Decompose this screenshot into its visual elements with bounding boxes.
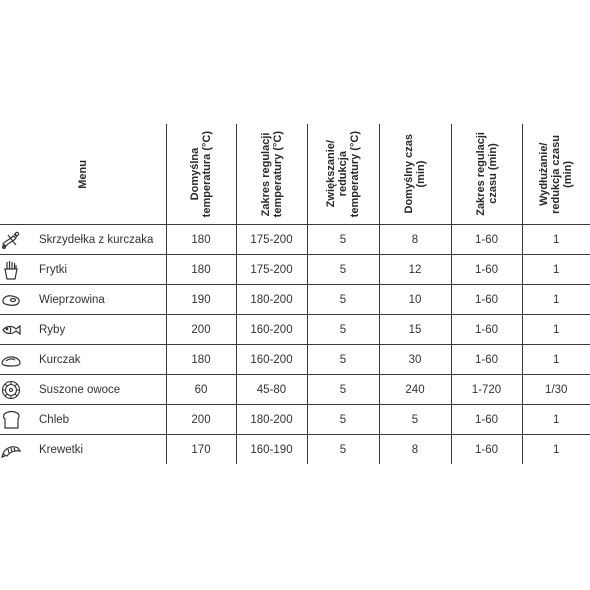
cell-temp-range: 180-200 [236,405,307,435]
cell-time-step: 1 [522,435,590,465]
cell-temp-step: 5 [307,345,379,375]
menu-cell [0,435,166,465]
program-name: Ryby [39,323,66,336]
dried-fruit-icon [0,379,22,401]
menu-cell [0,375,166,405]
cell-default-time: 8 [379,435,451,465]
program-name: Krewetki [39,443,84,456]
table-row [0,285,590,315]
header-default-time: Domyślny czas (min) [379,124,451,225]
menu-cell [0,345,166,375]
menu-cell [0,405,166,435]
cell-time-step: 1 [522,255,590,285]
cell-default-temp: 200 [166,315,236,345]
cell-default-time: 10 [379,285,451,315]
fries-icon [0,259,22,281]
header-time-range: Zakres regulacji czasu (min) [451,124,522,225]
cell-default-temp: 180 [166,255,236,285]
cell-temp-step: 5 [307,405,379,435]
pork-icon [0,289,22,311]
header-temp-step: Zwiększanie/ redukcja temperatury (°C) [307,124,379,225]
menu-cell [0,285,166,315]
cell-default-time: 240 [379,375,451,405]
table-row [0,315,590,345]
menu-cell [0,255,166,285]
cell-time-range: 1-60 [451,345,522,375]
cell-default-temp: 60 [166,375,236,405]
cell-default-temp: 180 [166,345,236,375]
header-temp-range: Zakres regulacji temperatury (°C) [236,124,307,225]
chicken-wings-icon [0,229,22,251]
menu-cell [0,225,166,255]
cell-time-range: 1-60 [451,315,522,345]
cell-temp-range: 180-200 [236,285,307,315]
program-name: Suszone owoce [39,383,121,396]
cell-time-range: 1-60 [451,225,522,255]
cell-time-range: 1-60 [451,435,522,465]
program-name: Frytki [39,263,68,276]
cell-temp-step: 5 [307,255,379,285]
cell-default-time: 5 [379,405,451,435]
fish-icon [0,319,22,341]
table-row [0,345,590,375]
cell-default-temp: 200 [166,405,236,435]
table-row [0,225,590,255]
table-row [0,375,590,405]
cell-default-time: 12 [379,255,451,285]
shrimp-icon [0,439,22,461]
table-row [0,255,590,285]
cell-temp-range: 175-200 [236,255,307,285]
header-menu: Menu [0,124,166,225]
chicken-icon [0,349,22,371]
cell-temp-range: 160-200 [236,345,307,375]
cell-default-temp: 170 [166,435,236,465]
cell-time-step: 1 [522,315,590,345]
cell-temp-range: 160-190 [236,435,307,465]
cell-time-step: 1 [522,405,590,435]
cell-temp-step: 5 [307,375,379,405]
cell-temp-step: 5 [307,285,379,315]
menu-cell [0,315,166,345]
cell-temp-step: 5 [307,315,379,345]
cell-time-range: 1-60 [451,255,522,285]
cell-default-temp: 190 [166,285,236,315]
cell-time-range: 1-60 [451,285,522,315]
cell-temp-step: 5 [307,435,379,465]
cell-time-step: 1/30 [522,375,590,405]
program-name: Wieprzowina [39,293,105,306]
program-name: Chleb [39,413,70,426]
table-row [0,435,590,465]
cell-default-time: 30 [379,345,451,375]
cell-time-step: 1 [522,225,590,255]
program-table-container [0,124,590,466]
cell-time-step: 1 [522,345,590,375]
header-default-temp: Domyślna temperatura (°C) [166,124,236,225]
table-row [0,405,590,435]
cell-temp-range: 175-200 [236,225,307,255]
cell-time-range: 1-720 [451,375,522,405]
program-name: Kurczak [39,353,81,366]
program-name: Skrzydełka z kurczaka [39,233,154,246]
program-table [0,124,590,464]
cell-default-time: 15 [379,315,451,345]
cell-default-time: 8 [379,225,451,255]
cell-temp-range: 160-200 [236,315,307,345]
cell-time-range: 1-60 [451,405,522,435]
cell-time-step: 1 [522,285,590,315]
bread-icon [0,409,22,431]
cell-temp-range: 45-80 [236,375,307,405]
header-time-step: Wydłużanie/ redukcja czasu (min) [522,124,590,225]
table-header-row [0,124,590,225]
cell-temp-step: 5 [307,225,379,255]
cell-default-temp: 180 [166,225,236,255]
